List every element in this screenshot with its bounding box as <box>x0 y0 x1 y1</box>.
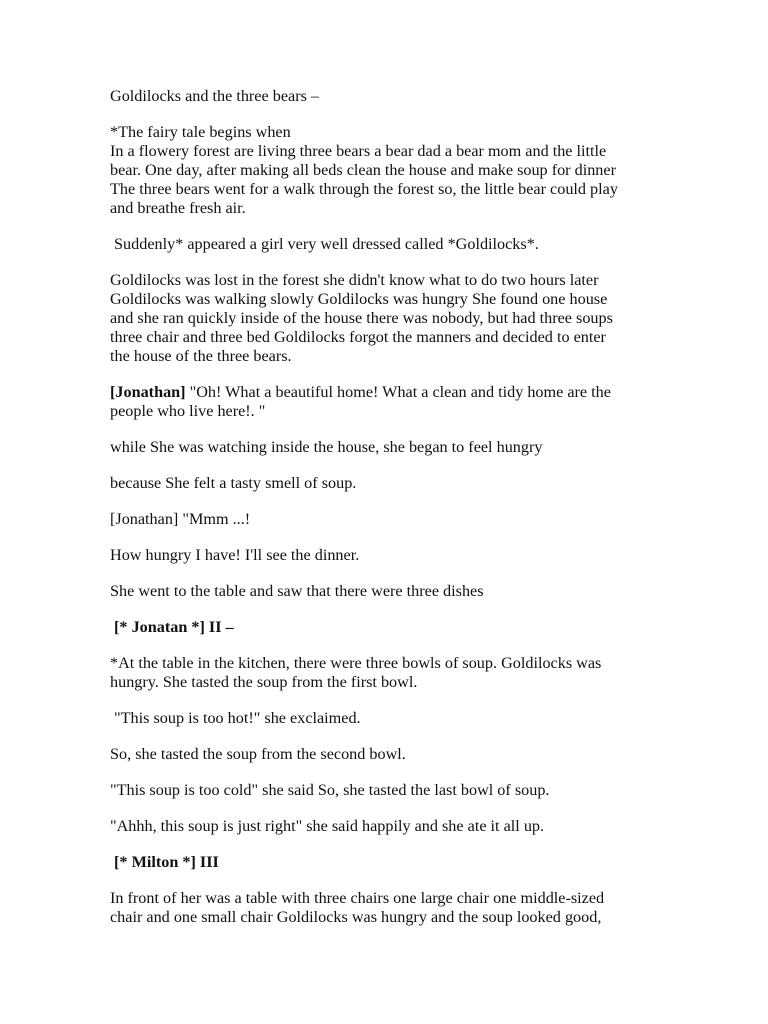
text-line: bear. One day, after making all beds clean the house and make soup for dinner <box>110 161 616 179</box>
text-line: "This soup is too cold" she said So, she tasted the last bowl of soup. <box>110 781 550 799</box>
paragraph-second-bowl <box>110 745 670 764</box>
section-heading-2 <box>110 618 670 637</box>
text-line: and breathe fresh air. <box>110 199 246 217</box>
text-line: *The fairy tale begins when <box>110 123 291 141</box>
text-line: because She felt a tasty smell of soup. <box>110 474 357 492</box>
text-line: Goldilocks was lost in the forest she didn't know what to do two hours later <box>110 271 599 289</box>
paragraph-just-right <box>110 817 670 836</box>
paragraph-intro <box>110 123 670 218</box>
text-line: while She was watching inside the house, she began to feel hungry <box>110 438 543 456</box>
text-line <box>110 383 670 402</box>
text-line: "Ahhh, this soup is just right" she said happily and she ate it all up. <box>110 817 545 835</box>
text-line: Goldilocks was walking slowly Goldilocks was hungry She found one house <box>110 290 608 308</box>
document-page <box>110 87 670 944</box>
text-line: [Jonathan] "Mmm ...! <box>110 510 251 528</box>
text-line: the house of the three bears. <box>110 347 292 365</box>
text-line: In a flowery forest are living three bears a bear dad a bear mom and the little <box>110 142 607 160</box>
text-line: In front of her was a table with three chairs one large chair one middle-sized <box>110 889 605 907</box>
paragraph-smell <box>110 474 670 493</box>
text-line: people who live here!. " <box>110 402 266 420</box>
paragraph-chairs <box>110 889 670 927</box>
text-line: The three bears went for a walk through the forest so, the little bear could play <box>110 180 618 198</box>
text-line: *At the table in the kitchen, there were three bowls of soup. Goldilocks was <box>110 654 602 672</box>
heading-text: [* Jonatan *] II – <box>110 618 234 636</box>
title-text: Goldilocks and the three bears – <box>110 87 320 105</box>
paragraph-too-cold <box>110 781 670 800</box>
dialogue-text: "Oh! What a beautiful home! What a clean and tidy home are the <box>185 383 611 401</box>
text-line: How hungry I have! I'll see the dinner. <box>110 546 360 564</box>
paragraph-too-hot <box>110 709 670 728</box>
speaker-label: [Jonathan] <box>110 383 186 401</box>
section-heading-3 <box>110 853 670 872</box>
paragraph-bowls <box>110 654 670 692</box>
text-line: "This soup is too hot!" she exclaimed. <box>110 709 361 727</box>
paragraph-mmm <box>110 510 670 529</box>
paragraph-lost <box>110 271 670 366</box>
text-line: chair and one small chair Goldilocks was hungry and the soup looked good, <box>110 908 602 926</box>
text-line: three chair and three bed Goldilocks forgot the manners and decided to enter <box>110 328 606 346</box>
paragraph-suddenly <box>110 235 670 254</box>
heading-text: [* Milton *] III <box>110 853 219 871</box>
paragraph-watching <box>110 438 670 457</box>
document-title <box>110 87 670 106</box>
text-line: Suddenly* appeared a girl very well dressed called *Goldilocks*. <box>110 235 539 253</box>
text-line: She went to the table and saw that there were three dishes <box>110 582 484 600</box>
text-line: and she ran quickly inside of the house there was nobody, but had three soups <box>110 309 613 327</box>
paragraph-dialogue-home <box>110 383 670 421</box>
text-line: hungry. She tasted the soup from the first bowl. <box>110 673 418 691</box>
paragraph-dishes <box>110 582 670 601</box>
text-line: So, she tasted the soup from the second bowl. <box>110 745 406 763</box>
paragraph-hungry <box>110 546 670 565</box>
